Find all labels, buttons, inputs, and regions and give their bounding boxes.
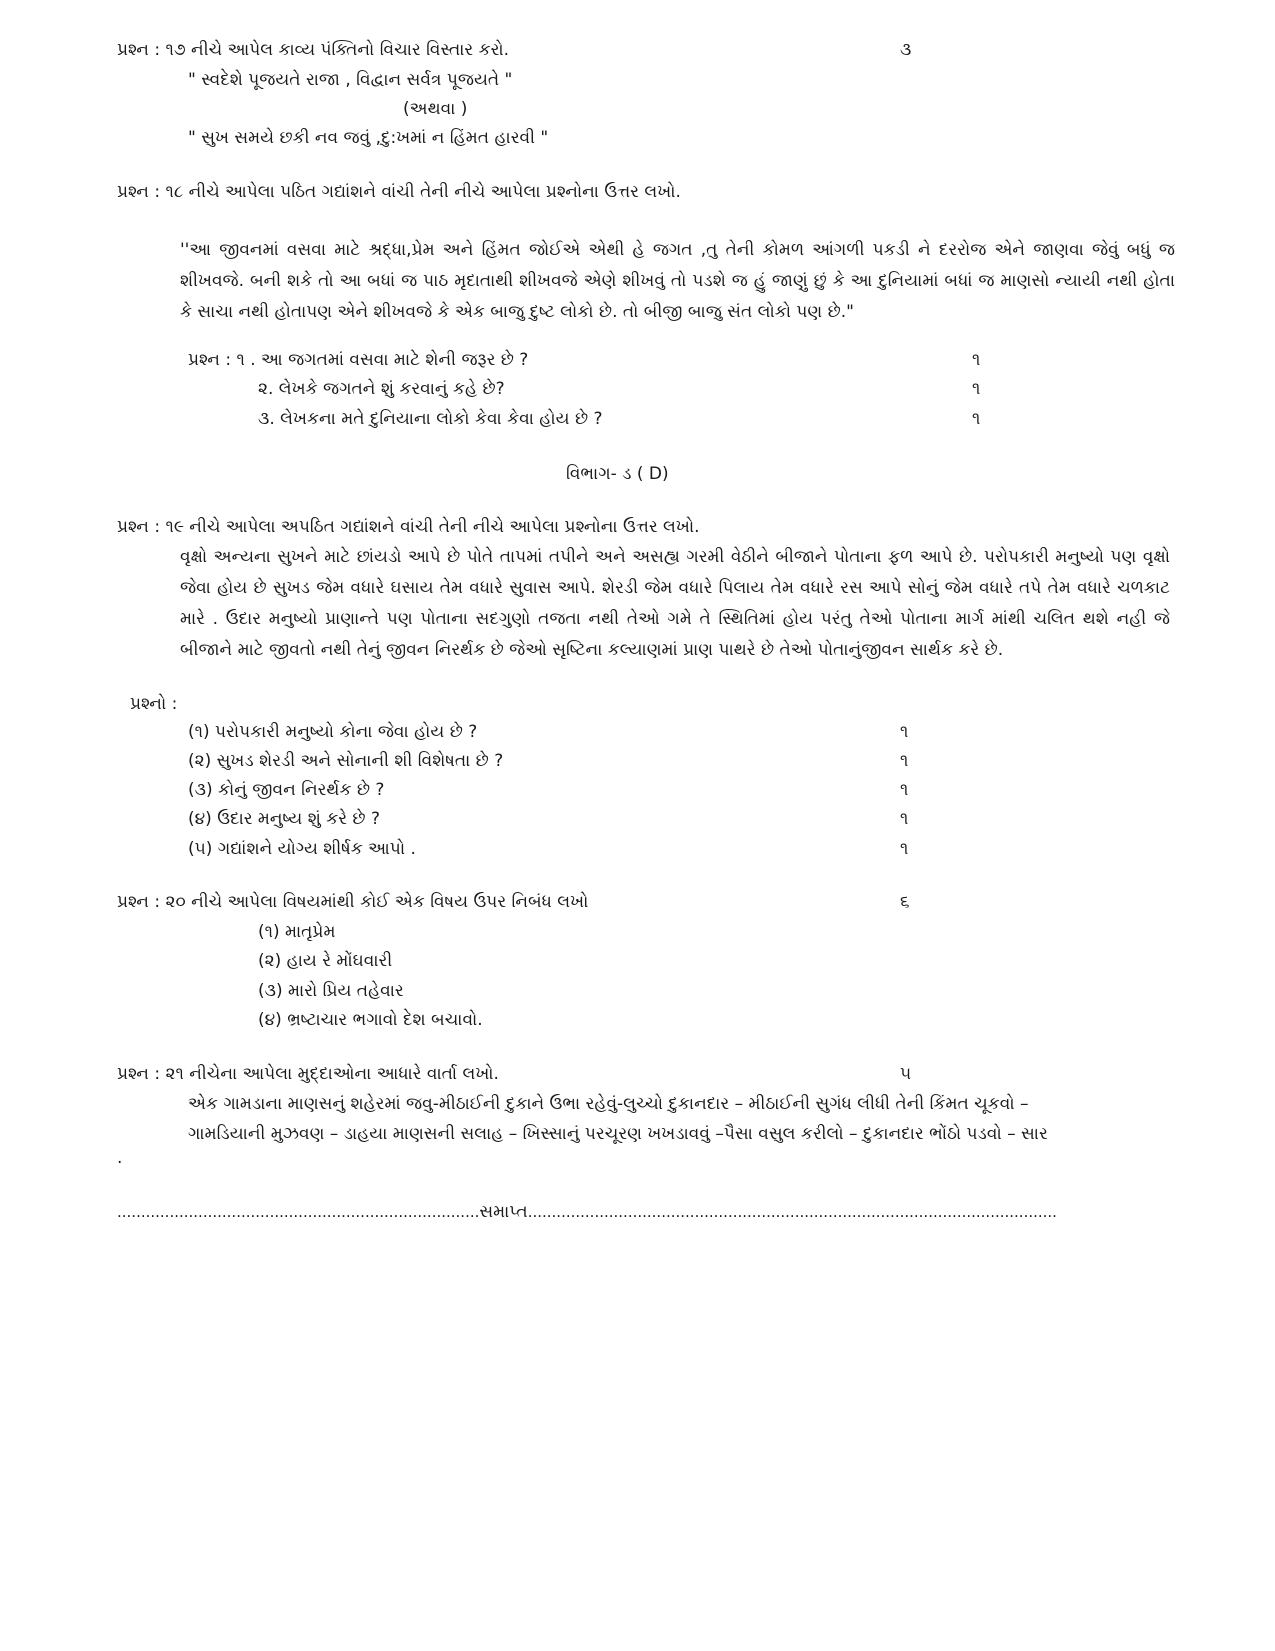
q20-marks: ૬ [900, 892, 910, 912]
q18-question-2-marks: ૧ [972, 379, 981, 399]
q19-question-3-marks: ૧ [900, 780, 909, 800]
end-marker [117, 1202, 1057, 1222]
q17-line1: " સ્વદેશે પૂજયતે રાજા , વિદ્વાન સર્વત્ર પૂજયતે " [188, 70, 513, 90]
q19-questions-label: પ્રશ્નો : [130, 694, 178, 714]
q18-passage: ''આ જીવનમાં વસવા માટે શ્રદ્ધા,પ્રેમ અને હિંમત જોઈએ એથી હે જગત ,તુ તેની કોમળ આંગળી પકડી ને દરરોજ એને જાણવા જેવું બધું જ શીખવજે. બની શકે તો આ બધાં જ પાઠ મૃદાતાથી શીખવજે એણે શીખવું તો પડશે જ હું જાણું છું કે આ દુનિયામાં બધાં જ માણસો ન્યાયી નથી હોતા કે સાચા નથી હોતાપણ એને શીખવજે કે એક બાજુ દુષ્ટ લોકો છે. તો બીજી બાજુ સંત લોકો પણ છે." [180, 240, 1175, 322]
q17-or-label: (અથવા ) [403, 99, 468, 119]
q19-question-2-marks: ૧ [900, 751, 909, 771]
q20-topic-4: (૪) ભ્રષ્ટાચાર ભગાવો દેશ બચાવો. [258, 1010, 483, 1030]
end-dots-left: ............................................................................ [117, 1203, 480, 1221]
q18-question-2: ૨. લેખકે જગતને શું કરવાનું કહે છે? [258, 379, 505, 399]
q19-heading: પ્રશ્ન : ૧૯ નીચે આપેલા અપઠિત ગદ્યાંશને વાંચી તેની નીચે આપેલા પ્રશ્નોના ઉત્તર લખો. [117, 517, 700, 537]
stray-dot: . [117, 1148, 123, 1168]
q20-topic-1: (૧) માતૃપ્રેમ [258, 922, 336, 942]
q17-line2: " સુખ સમયે છકી નવ જવું ,દુ:ખમાં ન હિંમત હારવી " [188, 128, 549, 148]
q17-heading: પ્રશ્ન : ૧૭ નીચે આપેલ કાવ્ય પંક્તિનો વિચાર વિસ્તાર કરો. [117, 40, 510, 60]
q19-question-4: (૪) ઉદાર મનુષ્ય શું કરે છે ? [188, 809, 380, 829]
q18-question-3-marks: ૧ [972, 409, 981, 429]
end-dots-right: ............................................................................................................... [527, 1203, 1057, 1221]
q21-line2: ગામડિયાની મુઝવણ – ડાહયા માણસની સલાહ – ખિસ્સાનું પરચૂરણ ખખડાવવું –પૈસા વસુલ કરીલો – દુકાનદાર ભોંઠો પડવો – સાર [188, 1124, 1048, 1144]
q19-question-1-marks: ૧ [900, 722, 909, 742]
q19-question-3: (૩) કોનું જીવન નિરર્થક છે ? [188, 780, 385, 800]
q18-question-3: ૩. લેખકના મતે દુનિયાના લોકો કેવા કેવા હોય છે ? [258, 409, 603, 429]
q21-line1: એક ગામડાના માણસનું શહેરમાં જવુ-મીઠાઈની દુકાને ઉભા રહેવું-લુચ્ચો દુકાનદાર – મીઠાઈની સુગંધ લીધી તેની કિંમત ચૂકવો – [188, 1094, 1029, 1114]
q19-question-1: (૧) પરોપકારી મનુષ્યો કોના જેવા હોય છે ? [188, 722, 478, 742]
q17-marks: ૩ [900, 40, 912, 60]
q18-question-1: પ્રશ્ન : ૧ . આ જગતમાં વસવા માટે શેની જરૂર છે ? [188, 350, 529, 370]
q20-topic-3: (૩) મારો પ્રિય તહેવાર [258, 981, 404, 1001]
q19-passage: વૃક્ષો અન્યના સુખને માટે છાંયડો આપે છે પોતે તાપમાં તપીને અને અસહ્ય ગરમી વેઠીને બીજાને પોતાના ફળ આપે છે. પરોપકારી મનુષ્યો પણ વૃક્ષો જેવા હોય છે સુખડ જેમ વધારે ઘસાય તેમ વધારે સુવાસ આપે. શેરડી જેમ વધારે પિલાય તેમ વધારે રસ આપે સોનું જેમ વધારે તપે તેમ વધારે ચળકાટ મારે . ઉદાર મનુષ્યો પ્રાણાન્તે પણ પોતાના સદગુણો તજતા નથી તેઓ ગમે તે સ્થિતિમાં હોય પરંતુ તેઓ પોતાના માર્ગ માંથી ચલિત થશે નહી જે બીજાને માટે જીવતો નથી તેનું જીવન નિરર્થક છે જેઓ સૃષ્ટિના કલ્યાણમાં પ્રાણ પાથરે છે તેઓ પોતાનુંજીવન સાર્થક કરે છે. [180, 547, 1170, 660]
section-d-title: વિભાગ- ડ ( D) [566, 464, 669, 484]
q19-question-5-marks: ૧ [900, 839, 909, 859]
end-label: સમાપ્ત [479, 1202, 528, 1222]
q19-question-4-marks: ૧ [900, 809, 909, 829]
q18-heading: પ્રશ્ન : ૧૮ નીચે આપેલા પઠિત ગદ્યાંશને વાંચી તેની નીચે આપેલા પ્રશ્નોના ઉત્તર લખો. [117, 182, 681, 202]
q21-heading: પ્રશ્ન : ૨૧ નીચેના આપેલા મુદ્દાઓના આધારે વાર્તા લખો. [117, 1064, 499, 1084]
q19-question-2: (૨) સુખડ શેરડી અને સોનાની શી વિશેષતા છે ? [188, 751, 504, 771]
q18-question-1-marks: ૧ [972, 350, 981, 370]
q19-question-5: (૫) ગદ્યાંશને યોગ્ય શીર્ષક આપો . [188, 839, 416, 859]
q21-marks: ૫ [900, 1064, 912, 1084]
q20-topic-2: (૨) હાય રે મોંઘવારી [258, 951, 393, 971]
q20-heading: પ્રશ્ન : ૨૦ નીચે આપેલા વિષયમાંથી કોઈ એક વિષય ઉપર નિબંધ લખો [117, 892, 589, 912]
